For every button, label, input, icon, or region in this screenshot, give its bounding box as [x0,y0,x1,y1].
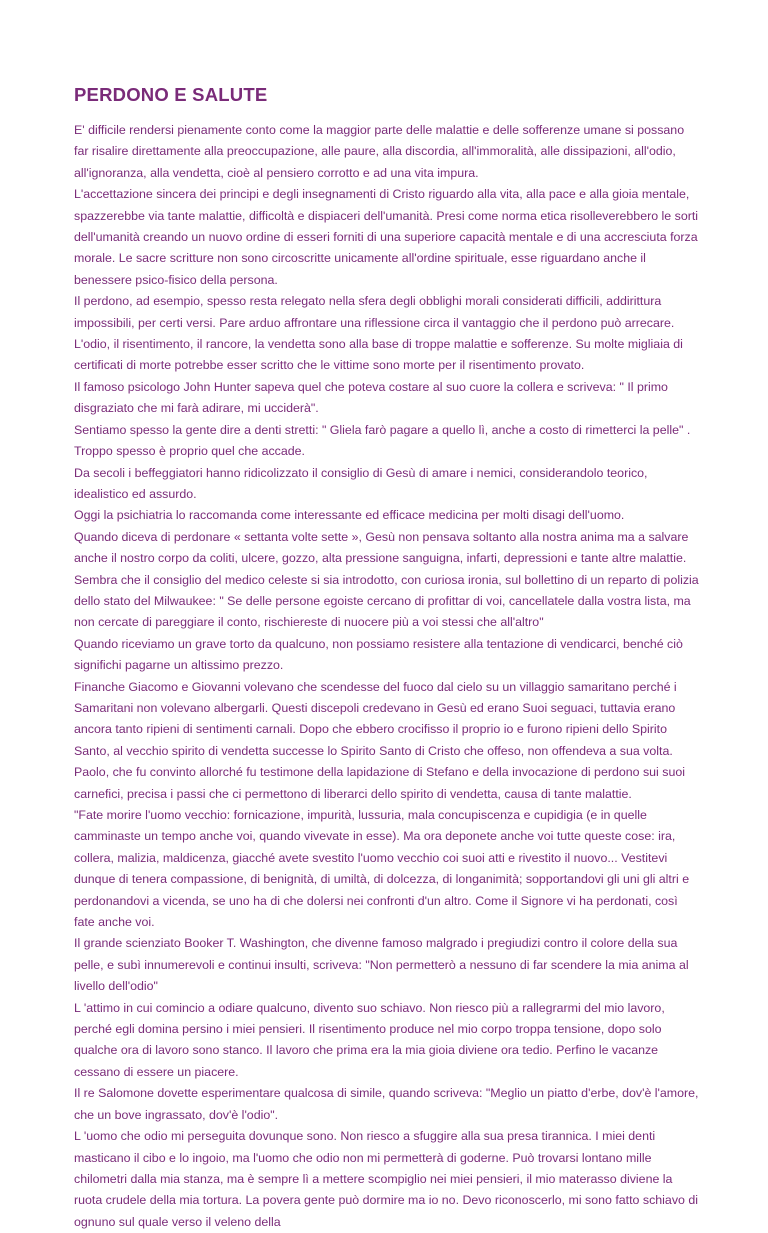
paragraph: Paolo, che fu convinto allorché fu testimone della lapidazione di Stefano e della invocazione di perdono sui suoi carnefici, precisa i passi che ci permettono di liberarci dello spirito di vendetta, causa di tante malattie. [74,765,685,801]
paragraph: L 'uomo che odio mi perseguita dovunque sono. Non riesco a sfuggire alla sua presa tirannica. I miei denti masticano il cibo e lo ingoio, ma l'uomo che odio non mi permetterà di goderne. Può trovarsi lontano mille chilometri dalla mia stanza, ma è sempre lì a mettere scompiglio nei miei pensieri, il mio materasso diviene la ruota crudele della mia tortura. La povera gente può dormire ma io no. Devo riconoscerlo, mi sono fatto schiavo di ognuno sul quale verso il veleno della [74,1129,698,1229]
document-title: PERDONO E SALUTE [74,84,268,105]
paragraph: Il perdono, ad esempio, spesso resta relegato nella sfera degli obblighi morali considerati difficili, addirittura impossibili, per certi versi. Pare arduo affrontare una riflessione circa il vantaggio che il perdono può arrecare. [74,294,675,330]
paragraph: Quando diceva di perdonare « settanta volte sette », Gesù non pensava soltanto alla nostra anima ma a salvare anche il nostro corpo da coliti, ulcere, gozzo, alta pressione sanguigna, infarti, depressioni e tante altre malattie. Sembra che il consiglio del medico celeste si sia introdotto, con curiosa ironia, sul bollettino di un reparto di polizia dello stato del Milwaukee: " Se delle persone egoiste cercano di profittar di voi, cancellatele dalla vostra lista, ma non cercate di pareggiare il conto, rischiereste di nuocere più a voi stessi che all'altro" [74,529,699,630]
paragraph: Oggi la psichiatria lo raccomanda come interessante ed efficace medicina per molti disagi dell'uomo. [74,508,625,523]
paragraph: L 'attimo in cui comincio a odiare qualcuno, divento suo schiavo. Non riesco più a rallegrarmi del mio lavoro, perché egli domina persino i miei pensieri. Il risentimento produce nel mio corpo troppa tensione, dopo solo qualche ora di lavoro sono stanco. Il lavoro che prima era la mia gioia diviene ora tedio. Perfino le vacanze cessano di essere un piacere. [74,1000,665,1079]
paragraph: Quando riceviamo un grave torto da qualcuno, non possiamo resistere alla tentazione di vendicarci, benché ciò significhi pagarne un altissimo prezzo. [74,636,683,673]
paragraph: L'odio, il risentimento, il rancore, la vendetta sono alla base di troppe malattie e sofferenze. Su molte migliaia di certificati di morte potrebbe esser scritto che le vittime sono morte per il risentimento provato. [74,337,683,373]
paragraph: L'accettazione sincera dei principi e degli insegnamenti di Cristo riguardo alla vita, alla pace e alla gioia mentale, spazzerebbe via tante malattie, difficoltà e dispiaceri dell'umanità. Presi come norma etica risolleverebbero le sorti dell'umanità creando un nuovo ordine di esseri forniti di una superiore capacità mentale e di una accresciuta forza morale. Le sacre scritture non sono circoscritte unicamente all'ordine spirituale, esse riguardano anche il benessere psico-fisico della persona. [74,187,699,287]
paragraph: Finanche Giacomo e Giovanni volevano che scendesse del fuoco dal cielo su un villaggio samaritano perché i Samaritani non volevano albergarli. Questi discepoli credevano in Gesù ed erano Suoi seguaci, tuttavia erano ancora tanto ripieni di sentimenti carnali. Dopo che ebbero crocifisso il proprio io e furono ripieni dello Spirito Santo, al vecchio spirito di vendetta successe lo Spirito Santo di Cristo che offeso, non offendeva a sua volta. [74,679,677,758]
document-body [74,120,700,1233]
paragraph: E' difficile rendersi pienamente conto come la maggior parte delle malattie e delle sofferenze umane si possano far risalire direttamente alla preoccupazione, alle paure, alla discordia, all'immoralità, alle dissipazioni, all'odio, all'ignoranza, alla vendetta, cioè al pensiero corrotto e ad una vita impura. [74,123,685,180]
paragraph: "Fate morire l'uomo vecchio: fornicazione, impurità, lussuria, mala concupiscenza e cupidigia (e in quelle camminaste un tempo anche voi, quando vivevate in esse). Ma ora deponete anche voi tutte queste cose: ira, collera, malizia, maldicenza, giacché avete svestito l'uomo vecchio coi suoi atti e rivestito il nuovo... Vestitevi dunque di tenera compassione, di benignità, di umiltà, di dolcezza, di longanimità; sopportandovi gli uni gli altri e perdonandovi a vicenda, se uno ha di che dolersi nei confronti d'un altro. Come il Signore vi ha perdonati, così fate anche voi. [74,808,690,930]
paragraph: Da secoli i beffeggiatori hanno ridicolizzato il consiglio di Gesù di amare i nemici, considerandolo teorico, idealistico ed assurdo. [74,465,648,501]
document-page [74,84,700,1233]
paragraph: Il famoso psicologo John Hunter sapeva quel che poteva costare al suo cuore la collera e scriveva: " Il primo disgraziato che mi farà adirare, mi ucciderà". [74,379,668,416]
paragraph: Sentiamo spesso la gente dire a denti stretti: " Gliela farò pagare a quello lì, anche a costo di rimetterci la pelle" . Troppo spesso è proprio quel che accade. [74,422,691,459]
paragraph: Il grande scienziato Booker T. Washington, che divenne famoso malgrado i pregiudizi contro il colore della sua pelle, e subì innumerevoli e continui insulti, scriveva: "Non permetterò a nessuno di far scendere la mia anima al livello dell'odio" [74,936,689,994]
paragraph: Il re Salomone dovette esperimentare qualcosa di simile, quando scriveva: "Meglio un piatto d'erbe, dov'è l'amore, che un bove ingrassato, dov'è l'odio". [74,1086,699,1122]
